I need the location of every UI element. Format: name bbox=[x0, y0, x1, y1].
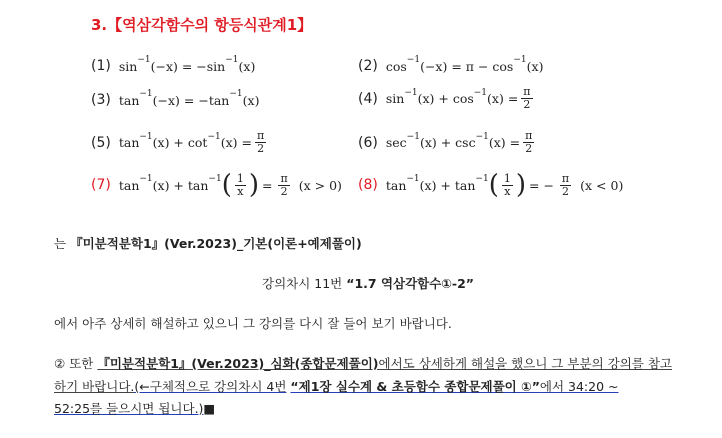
fraction-pi-over-2 bbox=[521, 86, 532, 111]
equals-sign: = − bbox=[529, 177, 554, 193]
equation-7 bbox=[91, 172, 342, 198]
equation-tail: (x) bbox=[526, 58, 544, 74]
equation-tail: (x) = bbox=[487, 91, 519, 106]
fraction-denominator: 2 bbox=[257, 142, 265, 155]
inverse-sup: −1 bbox=[406, 131, 420, 142]
inverse-sup: −1 bbox=[208, 174, 222, 184]
equation-5 bbox=[91, 130, 269, 155]
inverse-sup: −1 bbox=[139, 174, 153, 184]
fraction-denominator: x bbox=[237, 184, 244, 198]
right-paren: ) bbox=[248, 170, 259, 200]
equation-body: (x) + csc bbox=[419, 135, 476, 150]
fraction-denominator: 2 bbox=[562, 184, 570, 198]
inverse-sup: −1 bbox=[139, 131, 153, 142]
equation-number: (2) bbox=[358, 58, 378, 74]
prose-text: 에서도 상세하게 해설을 했으니 그 부분의 강의를 참고 bbox=[378, 356, 672, 371]
fraction-numerator: 1 bbox=[236, 171, 244, 185]
equation-body: (x) + tan bbox=[152, 177, 209, 193]
equation-8 bbox=[358, 172, 623, 198]
condition: (x > 0) bbox=[298, 177, 342, 193]
inverse-sup: −1 bbox=[513, 55, 527, 65]
fraction-numerator: π bbox=[523, 85, 531, 98]
circled-number: ② bbox=[54, 356, 66, 371]
equals-sign: = bbox=[262, 177, 273, 193]
equation-tail: (x) = bbox=[488, 135, 521, 150]
equation-tail: (x) bbox=[242, 92, 260, 108]
inverse-sup: −1 bbox=[406, 174, 420, 184]
equation-number: (4) bbox=[358, 90, 378, 107]
func-name: tan bbox=[118, 177, 140, 193]
chapter-title: “제1장 실수계 & 초등함수 종합문제풀이 ①” bbox=[290, 379, 540, 394]
fraction-numerator: π bbox=[525, 129, 533, 142]
inverse-sup: −1 bbox=[229, 89, 243, 99]
book-title: 『미분적분학1』(Ver.2023)_심화(종합문제풀이) bbox=[97, 356, 379, 371]
equation-number: (7) bbox=[91, 177, 111, 193]
fraction-numerator: π bbox=[256, 129, 265, 142]
prose-text: 또한 bbox=[69, 356, 94, 371]
book-title: 『미분적분학1』(Ver.2023)_기본(이론+예제풀이) bbox=[70, 236, 362, 251]
func-name: sin bbox=[118, 58, 138, 74]
equation-number: (1) bbox=[91, 58, 111, 74]
inverse-sup: −1 bbox=[137, 55, 151, 65]
func-name: sin bbox=[385, 91, 405, 106]
equation-body: (x) + cot bbox=[152, 135, 208, 150]
lecture-line bbox=[262, 274, 474, 292]
prose-text: 52:25를 들으시면 됩니다.) bbox=[54, 401, 204, 416]
equation-2 bbox=[358, 55, 544, 74]
fraction-one-over-x bbox=[502, 173, 513, 198]
inverse-sup: −1 bbox=[473, 87, 488, 98]
fraction-denominator: x bbox=[504, 184, 511, 198]
equation-3 bbox=[91, 89, 260, 108]
lecture-title: “1.7 역삼각함수①-2” bbox=[346, 276, 475, 291]
fraction-one-over-x bbox=[235, 173, 246, 198]
equation-6 bbox=[358, 130, 537, 155]
right-paren: ) bbox=[515, 170, 526, 200]
equation-tail: (x) bbox=[238, 58, 256, 74]
func-name: tan bbox=[118, 135, 140, 150]
equation-body: (−x) = −sin bbox=[150, 58, 226, 74]
equation-body: (−x) = π − cos bbox=[420, 58, 514, 74]
condition: (x < 0) bbox=[580, 177, 624, 193]
inverse-sup: −1 bbox=[475, 131, 489, 142]
end-mark: ■ bbox=[203, 401, 216, 416]
fraction-pi-over-2 bbox=[278, 173, 289, 198]
prose-text: 에서 34:20 ~ bbox=[539, 379, 619, 394]
left-paren: ( bbox=[488, 170, 499, 200]
section-title: 3.【역삼각함수의 항등식관계1】 bbox=[91, 16, 313, 34]
fraction-numerator: 1 bbox=[503, 171, 511, 185]
fraction-denominator: 2 bbox=[525, 142, 533, 155]
equation-number: (5) bbox=[91, 134, 111, 151]
equation-number: (8) bbox=[358, 177, 378, 193]
func-name: sec bbox=[385, 135, 407, 150]
left-paren: ( bbox=[221, 170, 232, 200]
prose-text: (←구체적으로 강의차시 4번 bbox=[134, 379, 287, 394]
inverse-sup: −1 bbox=[475, 174, 489, 184]
prose-text: 하기 바랍니다. bbox=[54, 379, 135, 394]
equation-number: (3) bbox=[91, 92, 111, 108]
fraction-denominator: 2 bbox=[523, 98, 531, 111]
prose-text: 에서 아주 상세히 해설하고 있으니 그 강의를 다시 잘 들어 보기 바랍니다. bbox=[54, 316, 452, 331]
equation-4 bbox=[358, 86, 536, 111]
func-name: tan bbox=[385, 177, 407, 193]
note-line-1 bbox=[54, 354, 672, 372]
explanation-line bbox=[54, 314, 452, 332]
equation-body: (−x) = −tan bbox=[152, 92, 230, 108]
equation-body: (x) + cos bbox=[417, 91, 474, 106]
equation-body: (x) + tan bbox=[419, 177, 476, 193]
fraction-denominator: 2 bbox=[280, 184, 288, 198]
inverse-sup: −1 bbox=[139, 89, 153, 99]
reference-line bbox=[54, 234, 362, 252]
note-line-3 bbox=[54, 399, 215, 417]
inverse-sup: −1 bbox=[225, 55, 239, 65]
func-name: tan bbox=[118, 92, 140, 108]
fraction-pi-over-2 bbox=[255, 130, 266, 155]
inverse-sup: −1 bbox=[404, 87, 418, 98]
inverse-sup: −1 bbox=[406, 55, 421, 65]
fraction-pi-over-2 bbox=[523, 130, 534, 155]
equation-tail: (x) = bbox=[220, 135, 252, 150]
equation-number: (6) bbox=[358, 134, 378, 151]
prose-text: 는 bbox=[54, 236, 67, 251]
note-line-2 bbox=[54, 377, 619, 395]
fraction-numerator: π bbox=[561, 171, 570, 185]
fraction-numerator: π bbox=[280, 171, 288, 185]
equation-1 bbox=[91, 55, 256, 74]
prose-text: 강의차시 11번 bbox=[262, 276, 343, 291]
inverse-sup: −1 bbox=[207, 131, 221, 142]
func-name: cos bbox=[385, 58, 407, 74]
fraction-pi-over-2 bbox=[560, 173, 571, 198]
